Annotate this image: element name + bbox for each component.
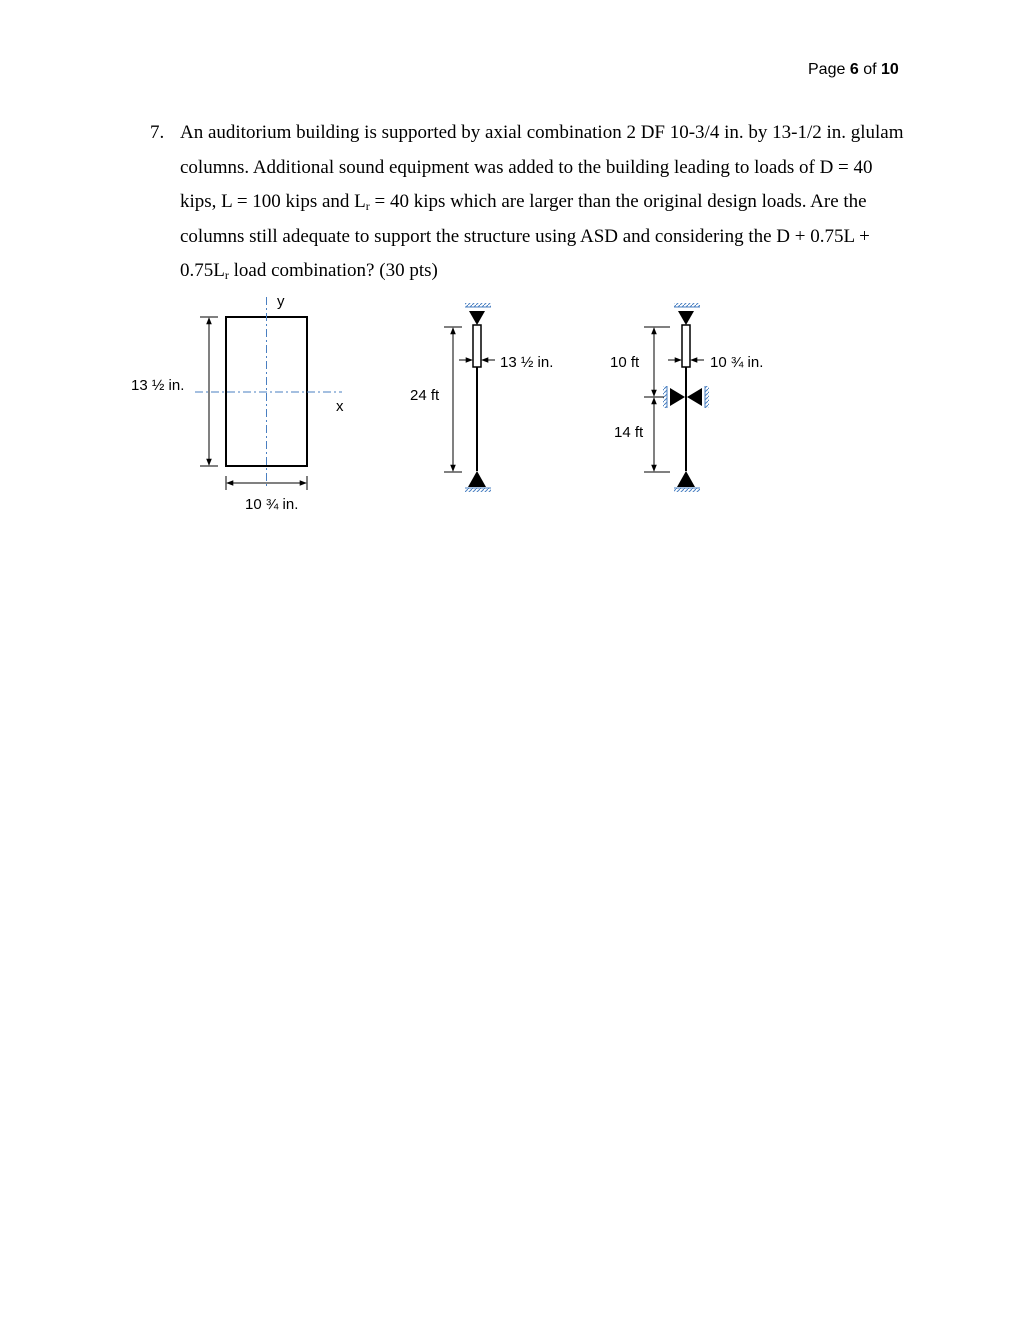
mid-brace-left [670, 388, 685, 406]
mid-brace-hatch-right [705, 386, 709, 408]
question-7 [150, 116, 910, 289]
column-weak-depth-label: 10 ¾ in. [710, 354, 764, 371]
bottom-support-hatch-2 [674, 488, 700, 492]
question-number: 7. [150, 122, 165, 143]
column-strong-axis [410, 303, 553, 492]
top-support-hatch-1 [465, 303, 491, 307]
mid-brace-right [687, 388, 702, 406]
cross-section-width-label: 10 ¾ in. [245, 496, 299, 513]
cross-section-height-label: 13 ½ in. [131, 377, 185, 394]
question-text [180, 116, 910, 289]
page-total: 10 [880, 61, 899, 78]
column-weak-lower-length-label: 14 ft [614, 424, 644, 441]
y-axis-label: y [277, 293, 285, 310]
question-sub2: r [224, 268, 229, 282]
question-sub1: r [365, 199, 370, 213]
x-axis-label: x [336, 398, 344, 415]
top-pin-2 [678, 311, 694, 325]
column-strong-length-label: 24 ft [410, 387, 440, 404]
page-of: of [863, 61, 877, 78]
page-prefix: Page [808, 61, 846, 78]
question-text-part3: load combination? (30 pts) [228, 260, 438, 281]
column-strong-depth-label: 13 ½ in. [500, 354, 554, 371]
top-support-hatch-2 [674, 303, 700, 307]
bottom-pin-2 [677, 471, 695, 487]
column-weak-axis [610, 303, 763, 492]
column-top-section-1 [473, 325, 481, 367]
bottom-support-hatch-1 [465, 488, 491, 492]
column-top-section-2 [682, 325, 690, 367]
top-pin-1 [469, 311, 485, 325]
question-text-part2: = 40 kips which are larger than the original design loads. Are the columns still adequate to support the structure using ASD and considering the D + 0.75L + 0.75L [180, 191, 870, 281]
column-figure [120, 285, 800, 520]
page-current: 6 [849, 61, 859, 78]
question-text-part1: An auditorium building is supported by axial combination 2 DF 10-3/4 in. by 13-1/2 in. glulam columns. Additional sound equipment was added to the building leading to loads of D = 40 kips, L = 100 kips and L [180, 122, 904, 212]
cross-section [131, 293, 344, 513]
bottom-pin-1 [468, 471, 486, 487]
column-weak-upper-length-label: 10 ft [610, 354, 640, 371]
page-number [808, 61, 899, 79]
